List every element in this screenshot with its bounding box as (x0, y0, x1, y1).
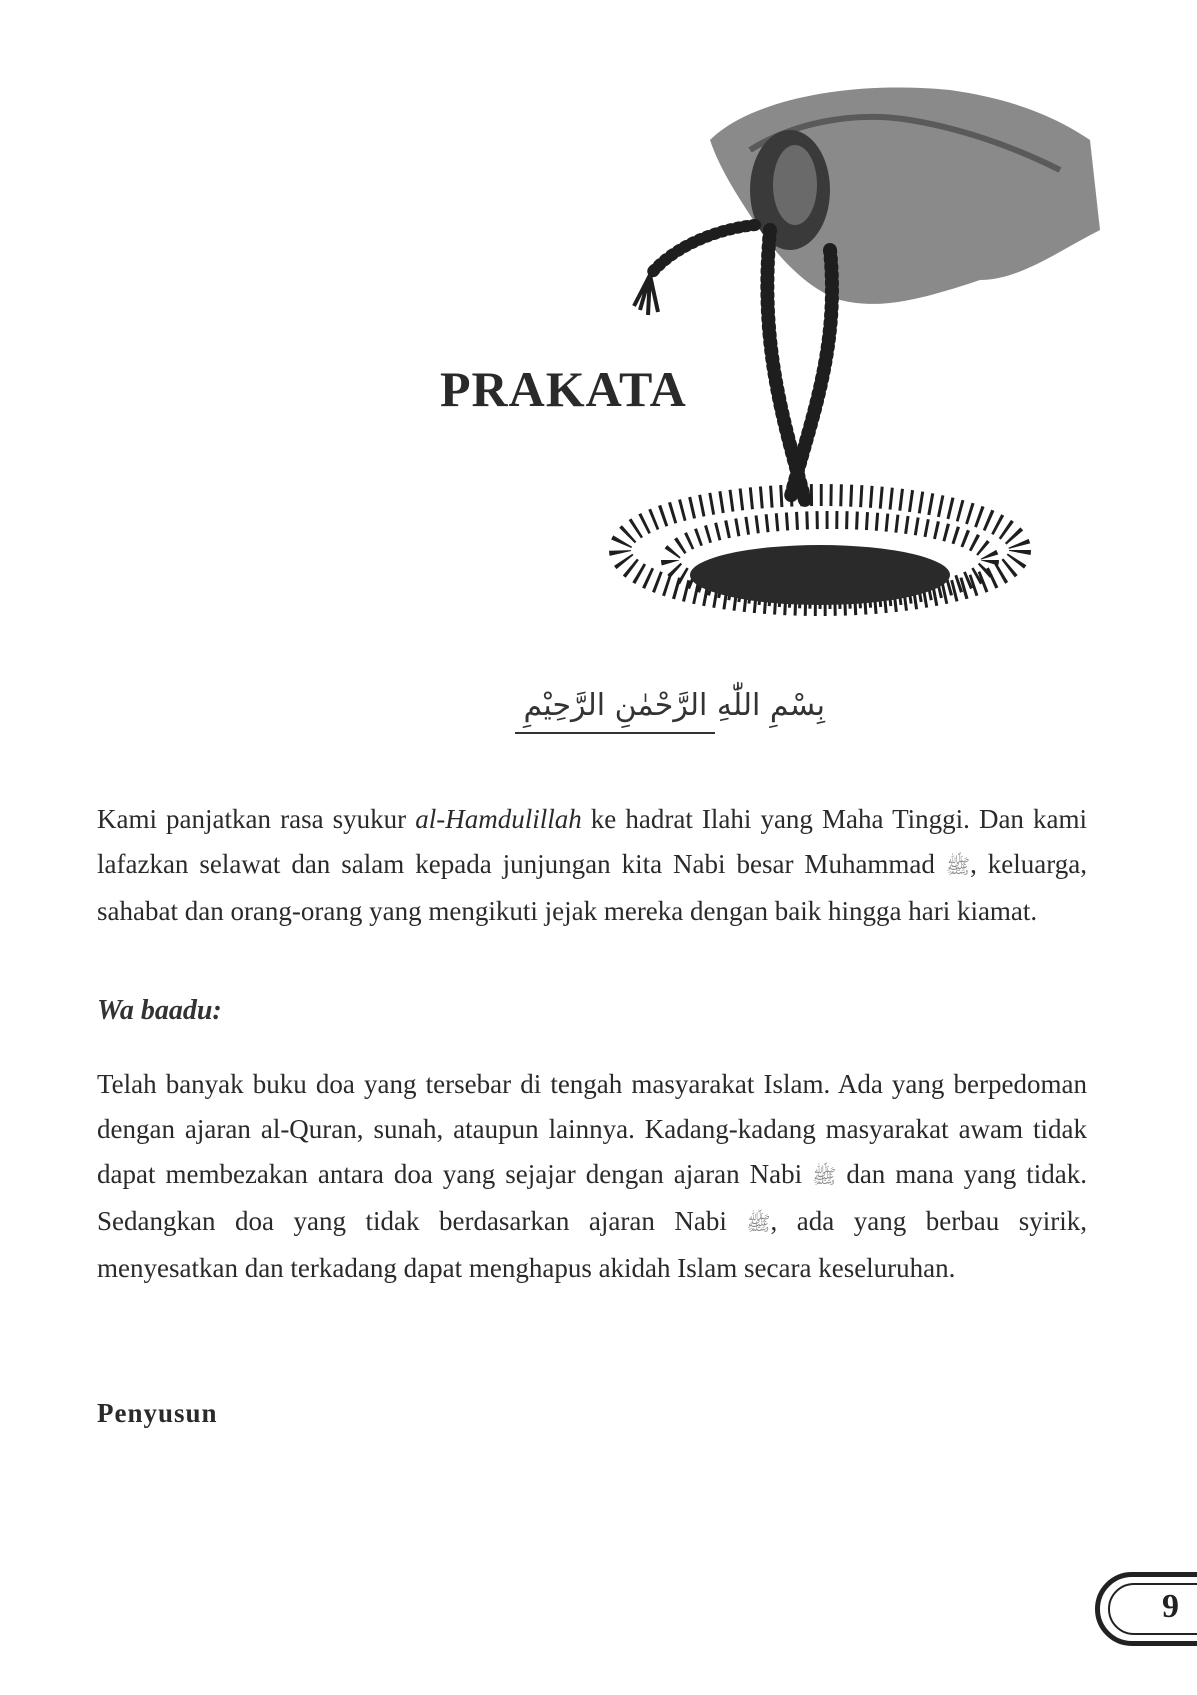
author-signature: Penyusun (97, 1398, 218, 1428)
page-title: PRAKATA (440, 361, 687, 417)
text-run: Kami panjatkan rasa syukur (97, 804, 416, 834)
basmala-stroke (515, 732, 715, 734)
saw-symbol: ﷺ (746, 1211, 771, 1235)
page-number-inner-frame (1108, 1583, 1197, 1635)
text-run: al-Hamdulillah (415, 804, 582, 834)
subheading: Wa baadu: (97, 995, 222, 1026)
basmala-calligraphy (345, 680, 825, 750)
text-run: ke hadrat Ilahi yang Maha Tinggi. Dan kami lafazkan selawat dan salam kepada junjungan kita Nabi besar Muhammad (97, 804, 1087, 879)
saw-symbol: ﷺ (812, 1164, 837, 1188)
text-run: Telah banyak buku doa yang tersebar di tengah masyarakat Islam. Ada yang berpedoman dengan ajaran al-Quran, sunah, ataupun lainnya. Kadang-kadang masyarakat awam tidak dapat membezakan antara doa yang sejajar dengan ajaran Nabi (97, 1069, 1087, 1189)
paragraph-intro (97, 797, 1087, 934)
saw-symbol: ﷺ (945, 854, 971, 878)
basmala-text: بِسْمِ اللّٰهِ الرَّحْمٰنِ الرَّحِيْمِ (523, 688, 825, 723)
page-number: 9 (1162, 1588, 1179, 1625)
text-run: , ada yang berbau syirik, menyesatkan dan terkadang dapat menghapus akidah Islam secara keseluruhan. (97, 1206, 1087, 1283)
text-run: , keluarga, sahabat dan orang-orang yang mengikuti jejak mereka dengan baik hingga hari kiamat. (97, 849, 1087, 926)
paragraph-main (97, 1062, 1087, 1291)
text-run: dan mana yang tidak. Sedangkan doa yang tidak berdasarkan ajaran Nabi (97, 1159, 1087, 1236)
